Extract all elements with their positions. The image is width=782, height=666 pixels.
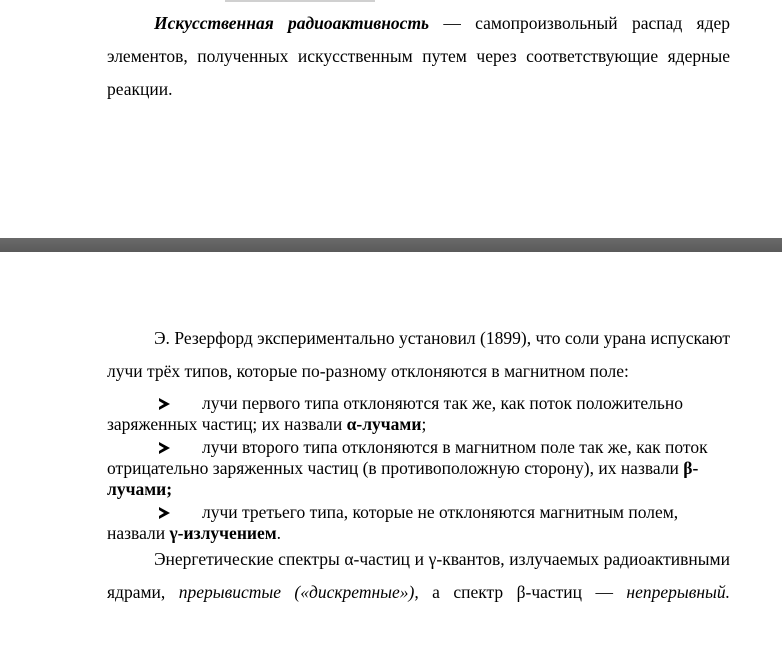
continuous-term: непрерывный.: [626, 582, 730, 602]
list-item-alpha-rays: [107, 393, 730, 435]
artificial-radioactivity-paragraph: [107, 7, 730, 106]
list-item-gamma-rays: [107, 502, 730, 544]
energy-spectra-paragraph: [107, 543, 730, 609]
artificial-radioactivity-definition: — самопроизвольный распад ядер элементов, полученных искусственным путем через соответствующие ядерные реакции.: [107, 13, 730, 99]
list-item-beta-rays: [107, 437, 730, 500]
ray-types-list: [107, 393, 730, 544]
beta-rays-term: β-лучами;: [107, 458, 699, 499]
list-item-text: лучи первого типа отклоняются так же, как поток положительно заряженных частиц; их назвали: [107, 393, 683, 434]
list-item-tail: ;: [421, 414, 427, 434]
list-item-tail: .: [276, 523, 282, 543]
artificial-radioactivity-term: Искусственная радиоактивность: [154, 13, 430, 33]
energy-spectra-text-2: а спектр β-частиц —: [418, 582, 627, 602]
alpha-rays-term: α-лучами: [346, 414, 422, 434]
discrete-term: прерывистые («дискретные»),: [178, 582, 419, 602]
energy-spectra-text: Энергетические спектры α-частиц и γ-квантов, излучаемых радиоактивными ядрами,: [107, 549, 730, 602]
page-top-text: [107, 7, 730, 106]
document-page-bottom: [0, 252, 782, 666]
list-item-text: лучи второго типа отклоняются в магнитном поле так же, как поток отрицательно заряженных частиц (в противоположную сторону), их назвали: [107, 437, 708, 478]
page-separator: [0, 238, 782, 252]
gamma-radiation-term: γ-излучением: [169, 523, 277, 543]
page-top-edge-mark: [225, 0, 375, 2]
document-page-top: [0, 0, 782, 238]
page-bottom-text: [107, 322, 730, 609]
arrow-bullet-icon: [159, 398, 170, 410]
list-item-text: лучи третьего типа, которые не отклоняются магнитным полем, назвали: [107, 502, 679, 543]
arrow-bullet-icon: [159, 507, 170, 519]
arrow-bullet-icon: [159, 442, 170, 454]
rutherford-paragraph: Э. Резерфорд экспериментально установил (1899), что соли урана испускают лучи трёх типов, которые по-разному отклоняются в магнитном поле:: [107, 328, 730, 381]
